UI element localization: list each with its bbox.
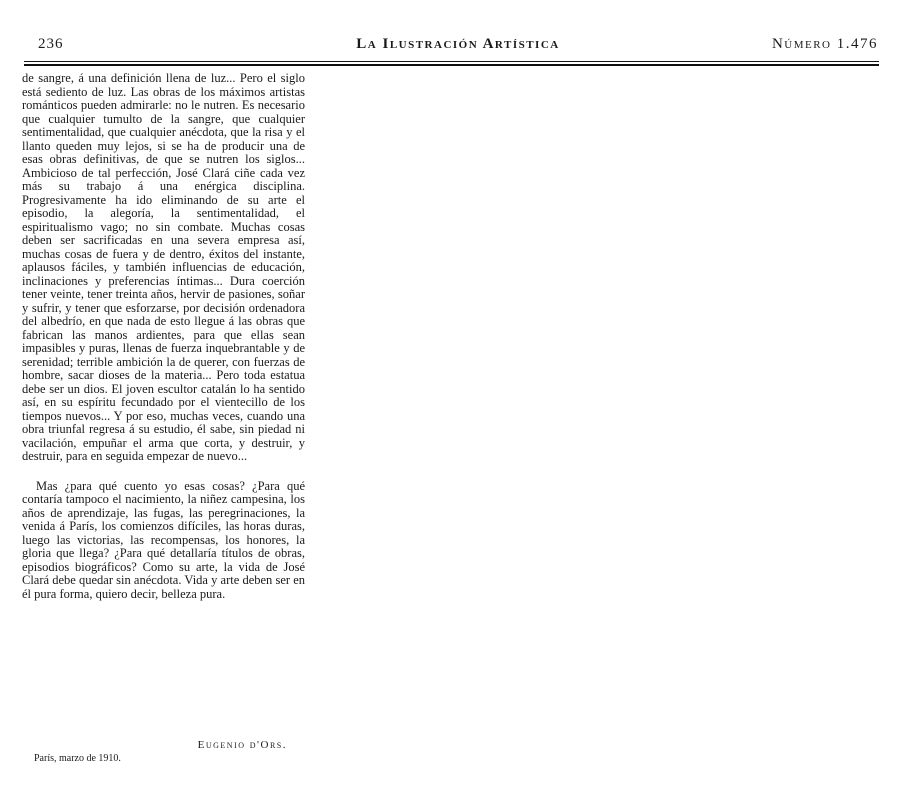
dateline: París, marzo de 1910. <box>34 753 121 764</box>
issue-number: Número 1.476 <box>771 36 878 52</box>
page-header <box>38 36 878 58</box>
page-number: 236 <box>38 36 64 52</box>
author-signature: Eugenio d'Ors. <box>197 739 287 751</box>
header-rule-thick <box>24 64 879 66</box>
header-rule-thin <box>24 61 879 62</box>
article-paragraph: Mas ¿para qué cuento yo esas cosas? ¿Para qué contaría tampoco el nacimiento, la niñez campesina, los años de aprendizaje, las fugas, las peregrinaciones, la venida á París, los comienzos difíciles, las horas duras, luego las victorias, las recompensas, los honores, la gloria que llega? ¿Para qué detallaría títulos de obras, episodios biográficos? Como su arte, la vida de José Clará debe quedar sin anécdota. Vida y arte deben ser en él pura forma, quiero decir, belleza pura. <box>22 478 305 601</box>
journal-title: La Ilustración Artística <box>356 36 560 52</box>
article-paragraph: de sangre, á una definición llena de luz... Pero el siglo está sediento de luz. Las obras de los máximos artistas románticos pueden admirarle: no le nutren. Es necesario que cualquier tumulto de la sangre, que cualquier sentimentalidad, que cualquier anécdota, que la risa y el llanto queden muy lejos, si se ha de producir una de esas obras definitivas, de que se nutren los siglos... Ambicioso de tal perfección, José Clará ciñe cada vez más su trabajo á una enérgica disciplina. Progresivamente ha ido eliminando de su arte el episodio, la alegoría, la sentimentalidad, el espiritualismo vago; no sin combate. Muchas cosas deben ser sacrificadas en una severa empresa así, muchas cosas de fuera y de dentro, éxitos del instante, aplausos fáciles, y también influencias de educación, inclinaciones y preferencias íntimas... Dura coerción tener veinte, tener treinta años, hervir de pasiones, soñar y sufrir, y tener que esforzarse, por decisión ordenadora del albedrío, en que nada de esto llegue á las obras que fabrican las manos ardientes, para que ellas sean impasibles y puras, llenas de fuerza inquebrantable y de serenidad; terrible ambición la de querer, con fuerzas de hombre, sacar dioses de la materia... Pero toda estatua debe ser un dios. El joven escultor catalán lo ha sentido así, en su espíritu fecundado por el vientecillo de los tiempos nuevos... Y por eso, muchas veces, cuando una obra triunfal regresa á su estudio, él sabe, sin piedad ni vacilación, empuñar el arma que corta, y destruir, y destruir, para en seguida empezar de nuevo... <box>22 71 305 463</box>
article-column <box>22 72 305 601</box>
